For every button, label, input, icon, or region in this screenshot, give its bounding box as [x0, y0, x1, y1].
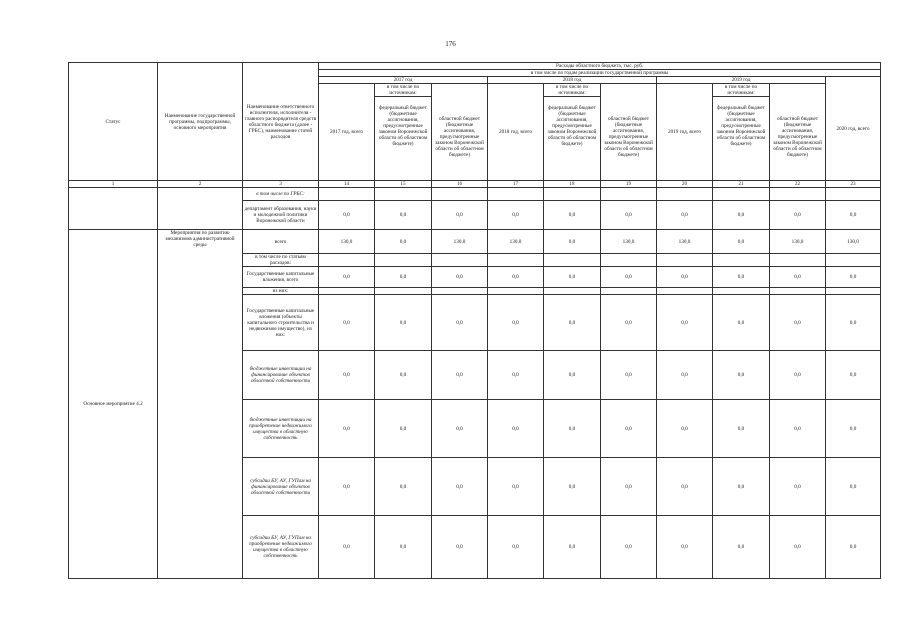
table-row — [69, 230, 881, 254]
value-cell: 0,0 — [544, 230, 601, 254]
value-cell: 0,0 — [713, 230, 770, 254]
row-label: бюджетные инвестиции на финансирование объектов областной собственности — [243, 351, 319, 400]
value-cell: 130,0 — [488, 230, 544, 254]
value-cell: 0,0 — [713, 400, 770, 458]
value-cell: 0,0 — [544, 267, 601, 288]
value-cell: 0,0 — [657, 295, 713, 351]
value-cell: 0,0 — [713, 458, 770, 516]
col-num: 18 — [544, 181, 601, 188]
value-cell: 0,0 — [826, 458, 881, 516]
col-num: 3 — [243, 181, 319, 188]
value-cell: 0,0 — [657, 201, 713, 230]
col-num: 17 — [488, 181, 544, 188]
value-cell: 0,0 — [319, 351, 375, 400]
value-cell: 0,0 — [601, 295, 657, 351]
value-cell: 0,0 — [826, 295, 881, 351]
value-cell: 0,0 — [601, 400, 657, 458]
header-federal-2017 — [375, 84, 432, 181]
table-row — [69, 188, 881, 201]
col-num: 19 — [601, 181, 657, 188]
value-cell: 0,0 — [488, 295, 544, 351]
col-num: 2 — [158, 181, 243, 188]
header-federal-label: федеральный бюджет (бюджетные ассигнования, предусмотренные законом Воронежской области об областном бюджете) — [716, 105, 766, 147]
value-cell: 0,0 — [375, 400, 432, 458]
value-cell: 130,0 — [826, 230, 881, 254]
value-cell: 0,0 — [319, 458, 375, 516]
header-by-years: в том числе по годам реализации государственной программы — [319, 70, 881, 77]
col-num: 15 — [375, 181, 432, 188]
value-cell: 0,0 — [319, 201, 375, 230]
value-cell: 0,0 — [432, 516, 488, 579]
page-number: 176 — [445, 40, 456, 48]
value-cell: 0,0 — [432, 351, 488, 400]
value-cell: 0,0 — [375, 201, 432, 230]
value-cell: 0,0 — [770, 201, 826, 230]
value-cell: 0,0 — [544, 351, 601, 400]
value-cell: 0,0 — [375, 230, 432, 254]
col-num: 1 — [69, 181, 158, 188]
header-federal-label: федеральный бюджет (бюджетные ассигнования, предусмотренные законом Воронежской области об областном бюджете) — [547, 105, 597, 147]
value-cell: 0,0 — [657, 516, 713, 579]
value-cell: 0,0 — [432, 201, 488, 230]
value-cell: 0,0 — [375, 516, 432, 579]
header-program-name: Наименование государственной программы, подпрограммы, основного мероприятия — [158, 63, 243, 181]
value-cell: 0,0 — [601, 458, 657, 516]
header-year-2019: 2019 год — [657, 77, 826, 84]
col-num: 16 — [432, 181, 488, 188]
value-cell: 0,0 — [319, 400, 375, 458]
row-label: в том числе по ГРБС: — [243, 188, 319, 201]
value-cell: 0,0 — [488, 400, 544, 458]
col-num: 23 — [826, 181, 881, 188]
status-cell: Основное мероприятие 4.2 — [69, 230, 158, 579]
value-cell: 0,0 — [713, 267, 770, 288]
value-cell: 0,0 — [432, 400, 488, 458]
header-year-2017: 2017 год — [319, 77, 488, 84]
header-federal-label: федеральный бюджет (бюджетные ассигнования, предусмотренные законом Воронежской области об областном бюджете) — [378, 105, 428, 147]
header-regional-2018: областной бюджет (бюджетные ассигнования, предусмотренные законом Воронежской области об областном бюджете) — [601, 84, 657, 181]
value-cell: 0,0 — [544, 516, 601, 579]
value-cell: 0,0 — [657, 267, 713, 288]
header-year-2018: 2018 год — [488, 77, 657, 84]
col-num: 20 — [657, 181, 713, 188]
header-federal-2019 — [713, 84, 770, 181]
value-cell: 130,0 — [770, 230, 826, 254]
value-cell: 130,0 — [432, 230, 488, 254]
value-cell: 0,0 — [826, 201, 881, 230]
value-cell: 0,0 — [544, 201, 601, 230]
value-cell: 0,0 — [826, 351, 881, 400]
value-cell: 0,0 — [375, 458, 432, 516]
row-label: в том числе по статьям расходов: — [243, 254, 319, 267]
row-label: Государственные капитальные вложения, всего — [243, 267, 319, 288]
value-cell: 0,0 — [657, 351, 713, 400]
value-cell: 0,0 — [770, 516, 826, 579]
header-expenses-title: Расходы областного бюджета, тыс. руб. — [319, 63, 881, 70]
header-total-2020: 2020 год, всего — [826, 77, 881, 181]
value-cell: 0,0 — [375, 267, 432, 288]
status-cell — [69, 188, 158, 230]
column-numbers-row — [69, 181, 881, 188]
value-cell: 0,0 — [544, 400, 601, 458]
col-num: 21 — [713, 181, 770, 188]
header-by-sources-2018: в том числе по источникам: — [544, 84, 600, 97]
value-cell: 0,0 — [375, 351, 432, 400]
value-cell: 0,0 — [826, 516, 881, 579]
header-by-sources-2019: в том числе по источникам: — [713, 84, 769, 97]
value-cell: 0,0 — [657, 458, 713, 516]
value-cell: 0,0 — [770, 267, 826, 288]
value-cell: 0,0 — [432, 295, 488, 351]
value-cell: 0,0 — [488, 267, 544, 288]
col-num: 22 — [770, 181, 826, 188]
name-cell — [158, 188, 243, 230]
value-cell: 0,0 — [375, 295, 432, 351]
value-cell: 0,0 — [657, 400, 713, 458]
value-cell: 0,0 — [826, 267, 881, 288]
name-cell: Мероприятия по развитию механизмов административной среды — [158, 230, 243, 579]
header-status: Статус — [69, 63, 158, 181]
value-cell: 0,0 — [713, 201, 770, 230]
value-cell: 0,0 — [601, 516, 657, 579]
header-regional-2017: областной бюджет (бюджетные ассигнования, предусмотренные законом Воронежской области об областном бюджете) — [432, 84, 488, 181]
value-cell: 0,0 — [826, 400, 881, 458]
row-label: департамент образования, науки и молодежной политики Воронежской области — [243, 201, 319, 230]
value-cell: 130,0 — [319, 230, 375, 254]
row-label: субсидии БУ, АУ, ГУПам на приобретение недвижимого имущества в областную собственность — [243, 516, 319, 579]
value-cell: 0,0 — [770, 295, 826, 351]
value-cell: 0,0 — [713, 516, 770, 579]
value-cell: 0,0 — [544, 458, 601, 516]
value-cell: 0,0 — [601, 201, 657, 230]
value-cell: 0,0 — [432, 458, 488, 516]
value-cell: 0,0 — [488, 351, 544, 400]
value-cell: 0,0 — [319, 516, 375, 579]
row-label: из них: — [243, 288, 319, 295]
value-cell: 130,0 — [657, 230, 713, 254]
value-cell: 0,0 — [488, 458, 544, 516]
header-by-sources-2017: в том числе по источникам: — [375, 84, 431, 97]
row-label: всего — [243, 230, 319, 254]
value-cell: 0,0 — [713, 351, 770, 400]
value-cell: 0,0 — [319, 295, 375, 351]
value-cell: 0,0 — [488, 516, 544, 579]
value-cell: 0,0 — [770, 458, 826, 516]
value-cell: 0,0 — [432, 267, 488, 288]
header-federal-2018 — [544, 84, 601, 181]
row-label: Государственные капитальные вложения (объекты капитального строительства и недвижимое имущество), из них: — [243, 295, 319, 351]
header-regional-2019: областной бюджет (бюджетные ассигнования, предусмотренные законом Воронежской области об областном бюджете) — [770, 84, 826, 181]
budget-table — [68, 62, 881, 579]
value-cell: 0,0 — [601, 351, 657, 400]
row-label: бюджетные инвестиции на приобретение недвижимого имущества в областную собственность — [243, 400, 319, 458]
value-cell: 0,0 — [770, 400, 826, 458]
header-total-2019: 2019 год, всего — [657, 84, 713, 181]
header-total-2018: 2018 год, всего — [488, 84, 544, 181]
row-label: субсидии БУ, АУ, ГУПам на финансирование объектов областной собственности — [243, 458, 319, 516]
header-total-2017: 2017 год, всего — [319, 84, 375, 181]
value-cell: 0,0 — [601, 267, 657, 288]
value-cell: 130,0 — [601, 230, 657, 254]
value-cell: 0,0 — [713, 295, 770, 351]
value-cell: 0,0 — [319, 267, 375, 288]
header-executor-name: Наименование ответственного исполнителя, исполнителя - главного распорядителя средств областного бюджета (далее - ГРБС), наименование статей расходов — [243, 63, 319, 181]
value-cell: 0,0 — [488, 201, 544, 230]
value-cell: 0,0 — [770, 351, 826, 400]
value-cell: 0,0 — [544, 295, 601, 351]
col-num: 14 — [319, 181, 375, 188]
